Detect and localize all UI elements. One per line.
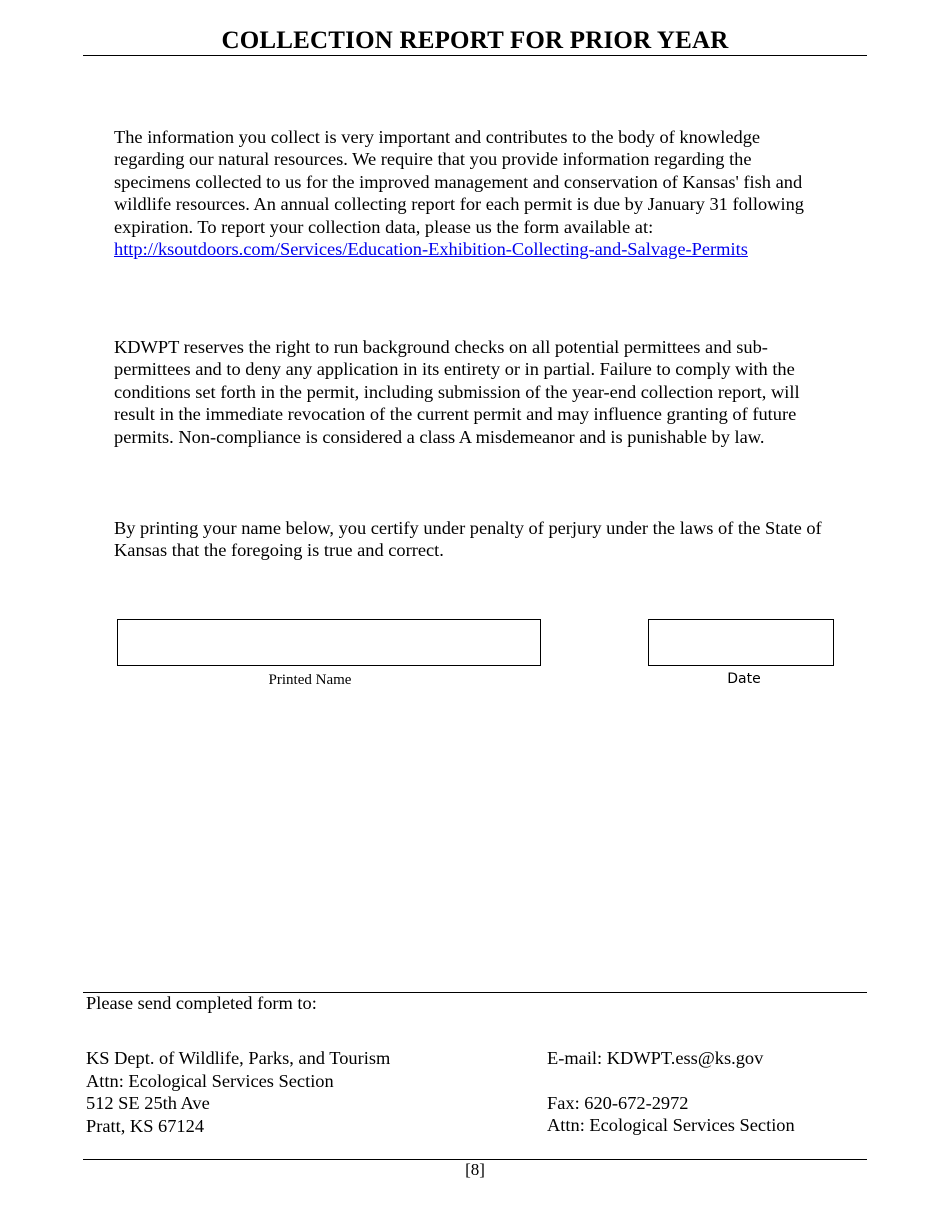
page-title: COLLECTION REPORT FOR PRIOR YEAR <box>221 27 729 54</box>
address-line: 512 SE 25th Ave <box>86 1093 210 1114</box>
reserves-line: permittees and to deny any application in its entirety or in partial. Failure to comply with the <box>114 359 795 380</box>
address-line: KS Dept. of Wildlife, Parks, and Tourism <box>86 1048 391 1068</box>
email-text: E-mail: KDWPT.ess@ks.gov <box>547 1048 764 1068</box>
reserves-line: result in the immediate revocation of the current permit and may influence granting of future <box>114 404 797 425</box>
address-line: Attn: Ecological Services Section <box>86 1070 334 1091</box>
reserves-line: conditions set forth in the permit, including submission of the year-end collection report, will <box>114 381 800 402</box>
intro-line: expiration. To report your collection data, please us the form available at: <box>114 216 654 237</box>
certify-line: Kansas that the foregoing is true and correct. <box>114 540 444 561</box>
permits-link[interactable]: http://ksoutdoors.com/Services/Education-Exhibition-Collecting-and-Salvage-Permits <box>114 239 748 260</box>
date-field[interactable] <box>648 619 834 666</box>
fax-text: Fax: 620-672-2972 <box>547 1093 689 1113</box>
intro-line: The information you collect is very important and contributes to the body of knowledge <box>114 127 761 147</box>
date-label: Date <box>727 671 761 687</box>
intro-line: wildlife resources. An annual collecting report for each permit is due by January 31 following <box>114 194 804 215</box>
printed-name-field[interactable] <box>117 619 541 666</box>
fax-attn-text: Attn: Ecological Services Section <box>547 1115 795 1135</box>
title-rule <box>83 55 867 56</box>
certify-paragraph <box>114 517 844 562</box>
intro-line: regarding our natural resources. We require that you provide information regarding the <box>114 149 752 170</box>
reserves-line: permits. Non-compliance is considered a class A misdemeanor and is punishable by law. <box>114 426 765 447</box>
send-to-heading: Please send completed form to: <box>86 993 317 1013</box>
printed-name-label: Printed Name <box>268 672 352 688</box>
intro-paragraph <box>114 126 844 260</box>
intro-line: specimens collected to us for the improved management and conservation of Kansas' fish and <box>114 171 803 192</box>
certify-line: By printing your name below, you certify under penalty of perjury under the laws of the State of <box>114 518 822 538</box>
address-block <box>86 1047 390 1137</box>
reserves-line: KDWPT reserves the right to run background checks on all potential permittees and sub- <box>114 337 768 357</box>
address-line: Pratt, KS 67124 <box>86 1115 205 1136</box>
reserves-paragraph <box>114 336 844 448</box>
page-number: [8] <box>465 1160 485 1179</box>
